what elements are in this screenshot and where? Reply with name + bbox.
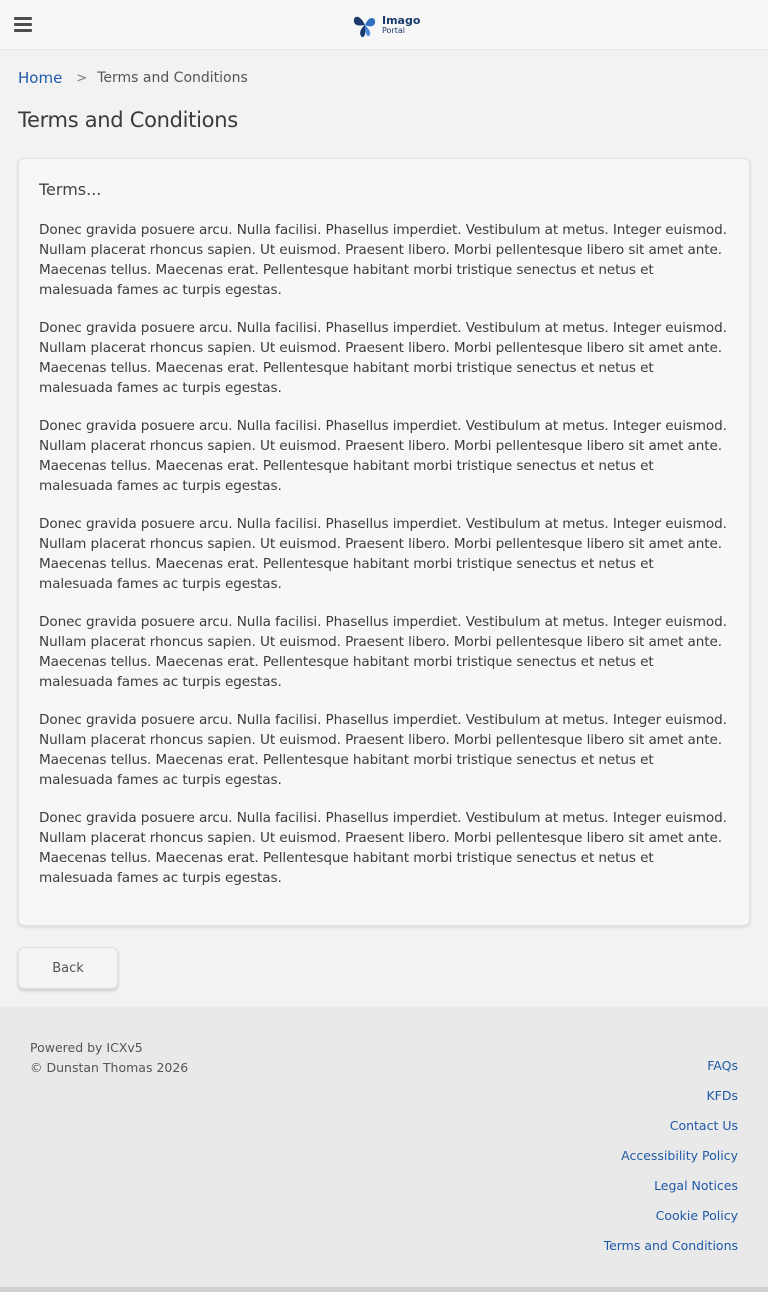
footer-info [30,1038,188,1078]
imago-portal-logo[interactable] [350,10,420,40]
terms-paragraph: Donec gravida posuere arcu. Nulla facilisi. Phasellus imperdiet. Vestibulum at metus. Integer euismod. Nullam placerat rhoncus sapien. Ut euismod. Praesent libero. Morbi pellentesque libero sit amet ante. Maecenas tellus. Maecenas erat. Pellentesque habitant morbi tristique senectus et netus et malesuada fames ac turpis egestas. [39,712,727,788]
footer-link-contact-us[interactable]: Contact Us [669,1118,738,1133]
footer [0,1007,768,1287]
footer-link-accessibility-policy[interactable]: Accessibility Policy [621,1148,738,1163]
back-button[interactable]: Back [18,947,118,989]
terms-paragraph: Donec gravida posuere arcu. Nulla facilisi. Phasellus imperdiet. Vestibulum at metus. Integer euismod. Nullam placerat rhoncus sapien. Ut euismod. Praesent libero. Morbi pellentesque libero sit amet ante. Maecenas tellus. Maecenas erat. Pellentesque habitant morbi tristique senectus et netus et malesuada fames ac turpis egestas. [39,320,727,396]
terms-card [18,158,750,926]
footer-link-terms-and-conditions[interactable]: Terms and Conditions [603,1238,738,1253]
breadcrumb-home-link[interactable]: Home [18,69,63,87]
footer-link-faqs[interactable]: FAQs [707,1058,738,1073]
footer-link-cookie-policy[interactable]: Cookie Policy [655,1208,738,1223]
terms-paragraph: Donec gravida posuere arcu. Nulla facilisi. Phasellus imperdiet. Vestibulum at metus. Integer euismod. Nullam placerat rhoncus sapien. Ut euismod. Praesent libero. Morbi pellentesque libero sit amet ante. Maecenas tellus. Maecenas erat. Pellentesque habitant morbi tristique senectus et netus et malesuada fames ac turpis egestas. [39,222,727,298]
footer-links [604,1056,738,1266]
terms-paragraph: Donec gravida posuere arcu. Nulla facilisi. Phasellus imperdiet. Vestibulum at metus. Integer euismod. Nullam placerat rhoncus sapien. Ut euismod. Praesent libero. Morbi pellentesque libero sit amet ante. Maecenas tellus. Maecenas erat. Pellentesque habitant morbi tristique senectus et netus et malesuada fames ac turpis egestas. [39,614,727,690]
logo-text-line2: Portal [382,26,405,35]
powered-by-text: Powered by ICXv5 [30,1040,143,1055]
bottom-bar [0,1287,768,1292]
butterfly-logo-icon [350,10,380,40]
breadcrumb-current: Terms and Conditions [97,70,248,86]
hamburger-menu-icon[interactable] [14,17,32,32]
copyright-text: © Dunstan Thomas 2026 [30,1060,189,1075]
breadcrumb-separator: > [76,70,88,86]
top-header [0,0,768,50]
terms-paragraph: Donec gravida posuere arcu. Nulla facilisi. Phasellus imperdiet. Vestibulum at metus. Integer euismod. Nullam placerat rhoncus sapien. Ut euismod. Praesent libero. Morbi pellentesque libero sit amet ante. Maecenas tellus. Maecenas erat. Pellentesque habitant morbi tristique senectus et netus et malesuada fames ac turpis egestas. [39,418,727,494]
footer-link-legal-notices[interactable]: Legal Notices [654,1178,738,1193]
logo-text-line1: Imago [382,14,421,27]
breadcrumb [18,69,248,87]
page-title: Terms and Conditions [18,108,238,132]
card-heading: Terms... [39,180,102,199]
footer-link-kfds[interactable]: KFDs [706,1088,738,1103]
terms-paragraph: Donec gravida posuere arcu. Nulla facilisi. Phasellus imperdiet. Vestibulum at metus. Integer euismod. Nullam placerat rhoncus sapien. Ut euismod. Praesent libero. Morbi pellentesque libero sit amet ante. Maecenas tellus. Maecenas erat. Pellentesque habitant morbi tristique senectus et netus et malesuada fames ac turpis egestas. [39,516,727,592]
terms-paragraph: Donec gravida posuere arcu. Nulla facilisi. Phasellus imperdiet. Vestibulum at metus. Integer euismod. Nullam placerat rhoncus sapien. Ut euismod. Praesent libero. Morbi pellentesque libero sit amet ante. Maecenas tellus. Maecenas erat. Pellentesque habitant morbi tristique senectus et netus et malesuada fames ac turpis egestas. [39,810,727,886]
